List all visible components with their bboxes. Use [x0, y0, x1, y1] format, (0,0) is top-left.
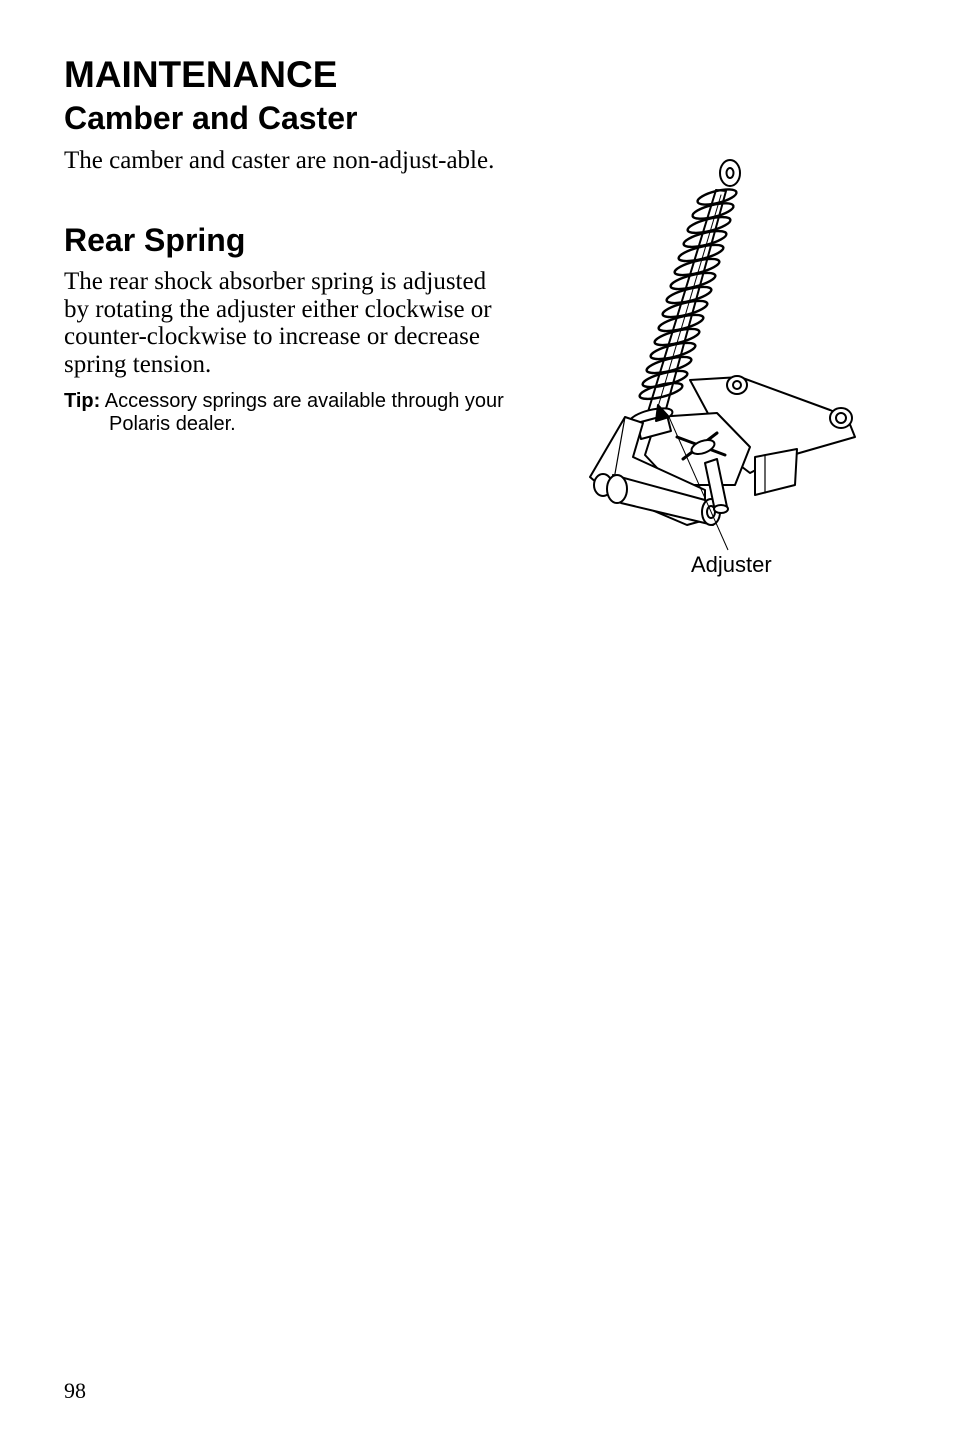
- page-number: 98: [64, 1378, 86, 1403]
- tip-text: Accessory springs are available through your Polaris dealer.: [104, 390, 504, 435]
- section-title: MAINTENANCE: [64, 54, 338, 95]
- tip-label: Tip:: [64, 390, 101, 412]
- camber-caster-paragraph: The camber and caster are non-adjust-able.: [64, 147, 495, 174]
- adjuster-callout: Adjuster: [691, 552, 772, 577]
- camber-caster-heading: Camber and Caster: [64, 100, 358, 136]
- rear-spring-heading: Rear Spring: [64, 222, 246, 258]
- rear-spring-paragraph: The rear shock absorber spring is adjusted by rotating the adjuster either clockwise or counter-clockwise to increase or decrease spring tension.: [64, 268, 492, 378]
- tip-note: [64, 390, 524, 436]
- rear-shock-illustration: [585, 155, 860, 555]
